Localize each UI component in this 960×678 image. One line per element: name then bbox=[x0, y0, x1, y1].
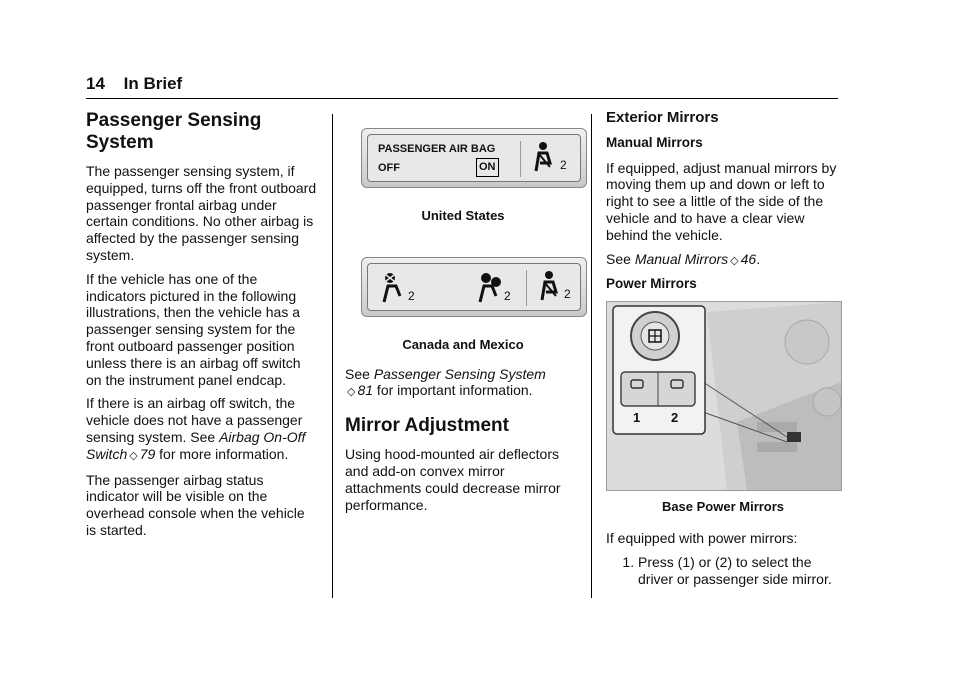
exterior-mirrors-heading: Exterior Mirrors bbox=[606, 109, 719, 126]
list-item: 1. Press (1) or (2) to select the driver or passenger side mirror. bbox=[638, 554, 846, 588]
paragraph: The passenger sensing system, if equipped, turns off the front outboard passenger frontal airbag under certain conditions. No other airbag is affected by the passenger sensing system. bbox=[86, 163, 317, 263]
us-caption: United States bbox=[421, 208, 505, 223]
column-divider-1 bbox=[332, 114, 333, 598]
position-number: 2 bbox=[504, 288, 511, 303]
page-header bbox=[86, 74, 182, 94]
paragraph: The passenger airbag status indicator will be visible on the overhead console when the vehicle is started. bbox=[86, 471, 305, 538]
figure-caption: Base Power Mirrors bbox=[661, 499, 785, 515]
steps-list bbox=[606, 554, 846, 588]
airbag-on-icon bbox=[476, 272, 504, 304]
column-divider-2 bbox=[591, 114, 592, 598]
power-mirror-figure bbox=[606, 301, 842, 491]
right-column bbox=[606, 110, 846, 587]
seatbelt-passenger-icon bbox=[536, 270, 562, 302]
paragraph: If there is an airbag off switch, the vehicle does not have a passenger sensing system. See Airbag On-Off Switch ◇ 79 for more information. bbox=[86, 395, 306, 462]
arrow-icon: ◇ bbox=[129, 449, 138, 462]
page-ref[interactable]: 46 bbox=[740, 250, 757, 267]
power-mirrors-subheading: Power Mirrors bbox=[606, 276, 697, 292]
position-number: 2 bbox=[560, 158, 567, 172]
manual-mirrors-subheading: Manual Mirrors bbox=[606, 134, 703, 150]
manual-mirrors-link[interactable]: Manual Mirrors bbox=[634, 250, 729, 267]
canada-mexico-indicator bbox=[361, 257, 587, 317]
page-ref[interactable]: 81 bbox=[357, 382, 374, 399]
indicator-label: PASSENGER AIR BAG bbox=[378, 143, 496, 155]
canada-mexico-caption: Canada and Mexico bbox=[402, 336, 524, 352]
passenger-sensing-heading: Passenger Sensing System bbox=[86, 110, 262, 153]
position-number: 2 bbox=[408, 288, 415, 303]
paragraph: Using hood-mounted air deflectors and add-on convex mirror attachments could decrease mirror performance. bbox=[345, 446, 561, 513]
indicator-off: OFF bbox=[378, 162, 400, 174]
paragraph: If equipped with power mirrors: bbox=[606, 529, 798, 546]
page-ref[interactable]: 79 bbox=[139, 445, 156, 462]
arrow-icon: ◇ bbox=[347, 386, 356, 399]
page-number: 14 bbox=[86, 74, 105, 93]
seatbelt-passenger-icon bbox=[530, 141, 556, 173]
mirror-adjustment-heading: Mirror Adjustment bbox=[345, 415, 509, 437]
section-title: In Brief bbox=[123, 74, 183, 93]
paragraph: See Passenger Sensing System ◇ 81 for important information. bbox=[345, 365, 546, 399]
passenger-sensing-link[interactable]: Passenger Sensing System bbox=[373, 365, 546, 382]
arrow-icon: ◇ bbox=[730, 254, 739, 267]
paragraph: See Manual Mirrors ◇ 46. bbox=[606, 250, 761, 267]
paragraph: If the vehicle has one of the indicators pictured in the following illustrations, then the vehicle has a passenger sensing system for the front outboard passenger position unless there is an airbag off switch on the instrument panel endcap. bbox=[86, 270, 301, 388]
paragraph: If equipped, adjust manual mirrors by moving them up and down or left to right to see a little of the side of the vehicle and to have a clear view behind the vehicle. bbox=[606, 159, 837, 243]
indicator-on: ON bbox=[476, 158, 499, 177]
door-panel-illustration bbox=[607, 302, 841, 490]
middle-column bbox=[345, 128, 581, 520]
airbag-off-icon bbox=[380, 272, 408, 304]
left-column bbox=[86, 110, 318, 546]
header-rule bbox=[86, 98, 838, 99]
callout-2: 2 bbox=[671, 410, 679, 426]
callout-1: 1 bbox=[633, 410, 641, 426]
us-airbag-indicator bbox=[361, 128, 587, 188]
airbag-switch-link[interactable]: Airbag On-Off Switch bbox=[86, 428, 306, 462]
position-number: 2 bbox=[564, 286, 571, 301]
